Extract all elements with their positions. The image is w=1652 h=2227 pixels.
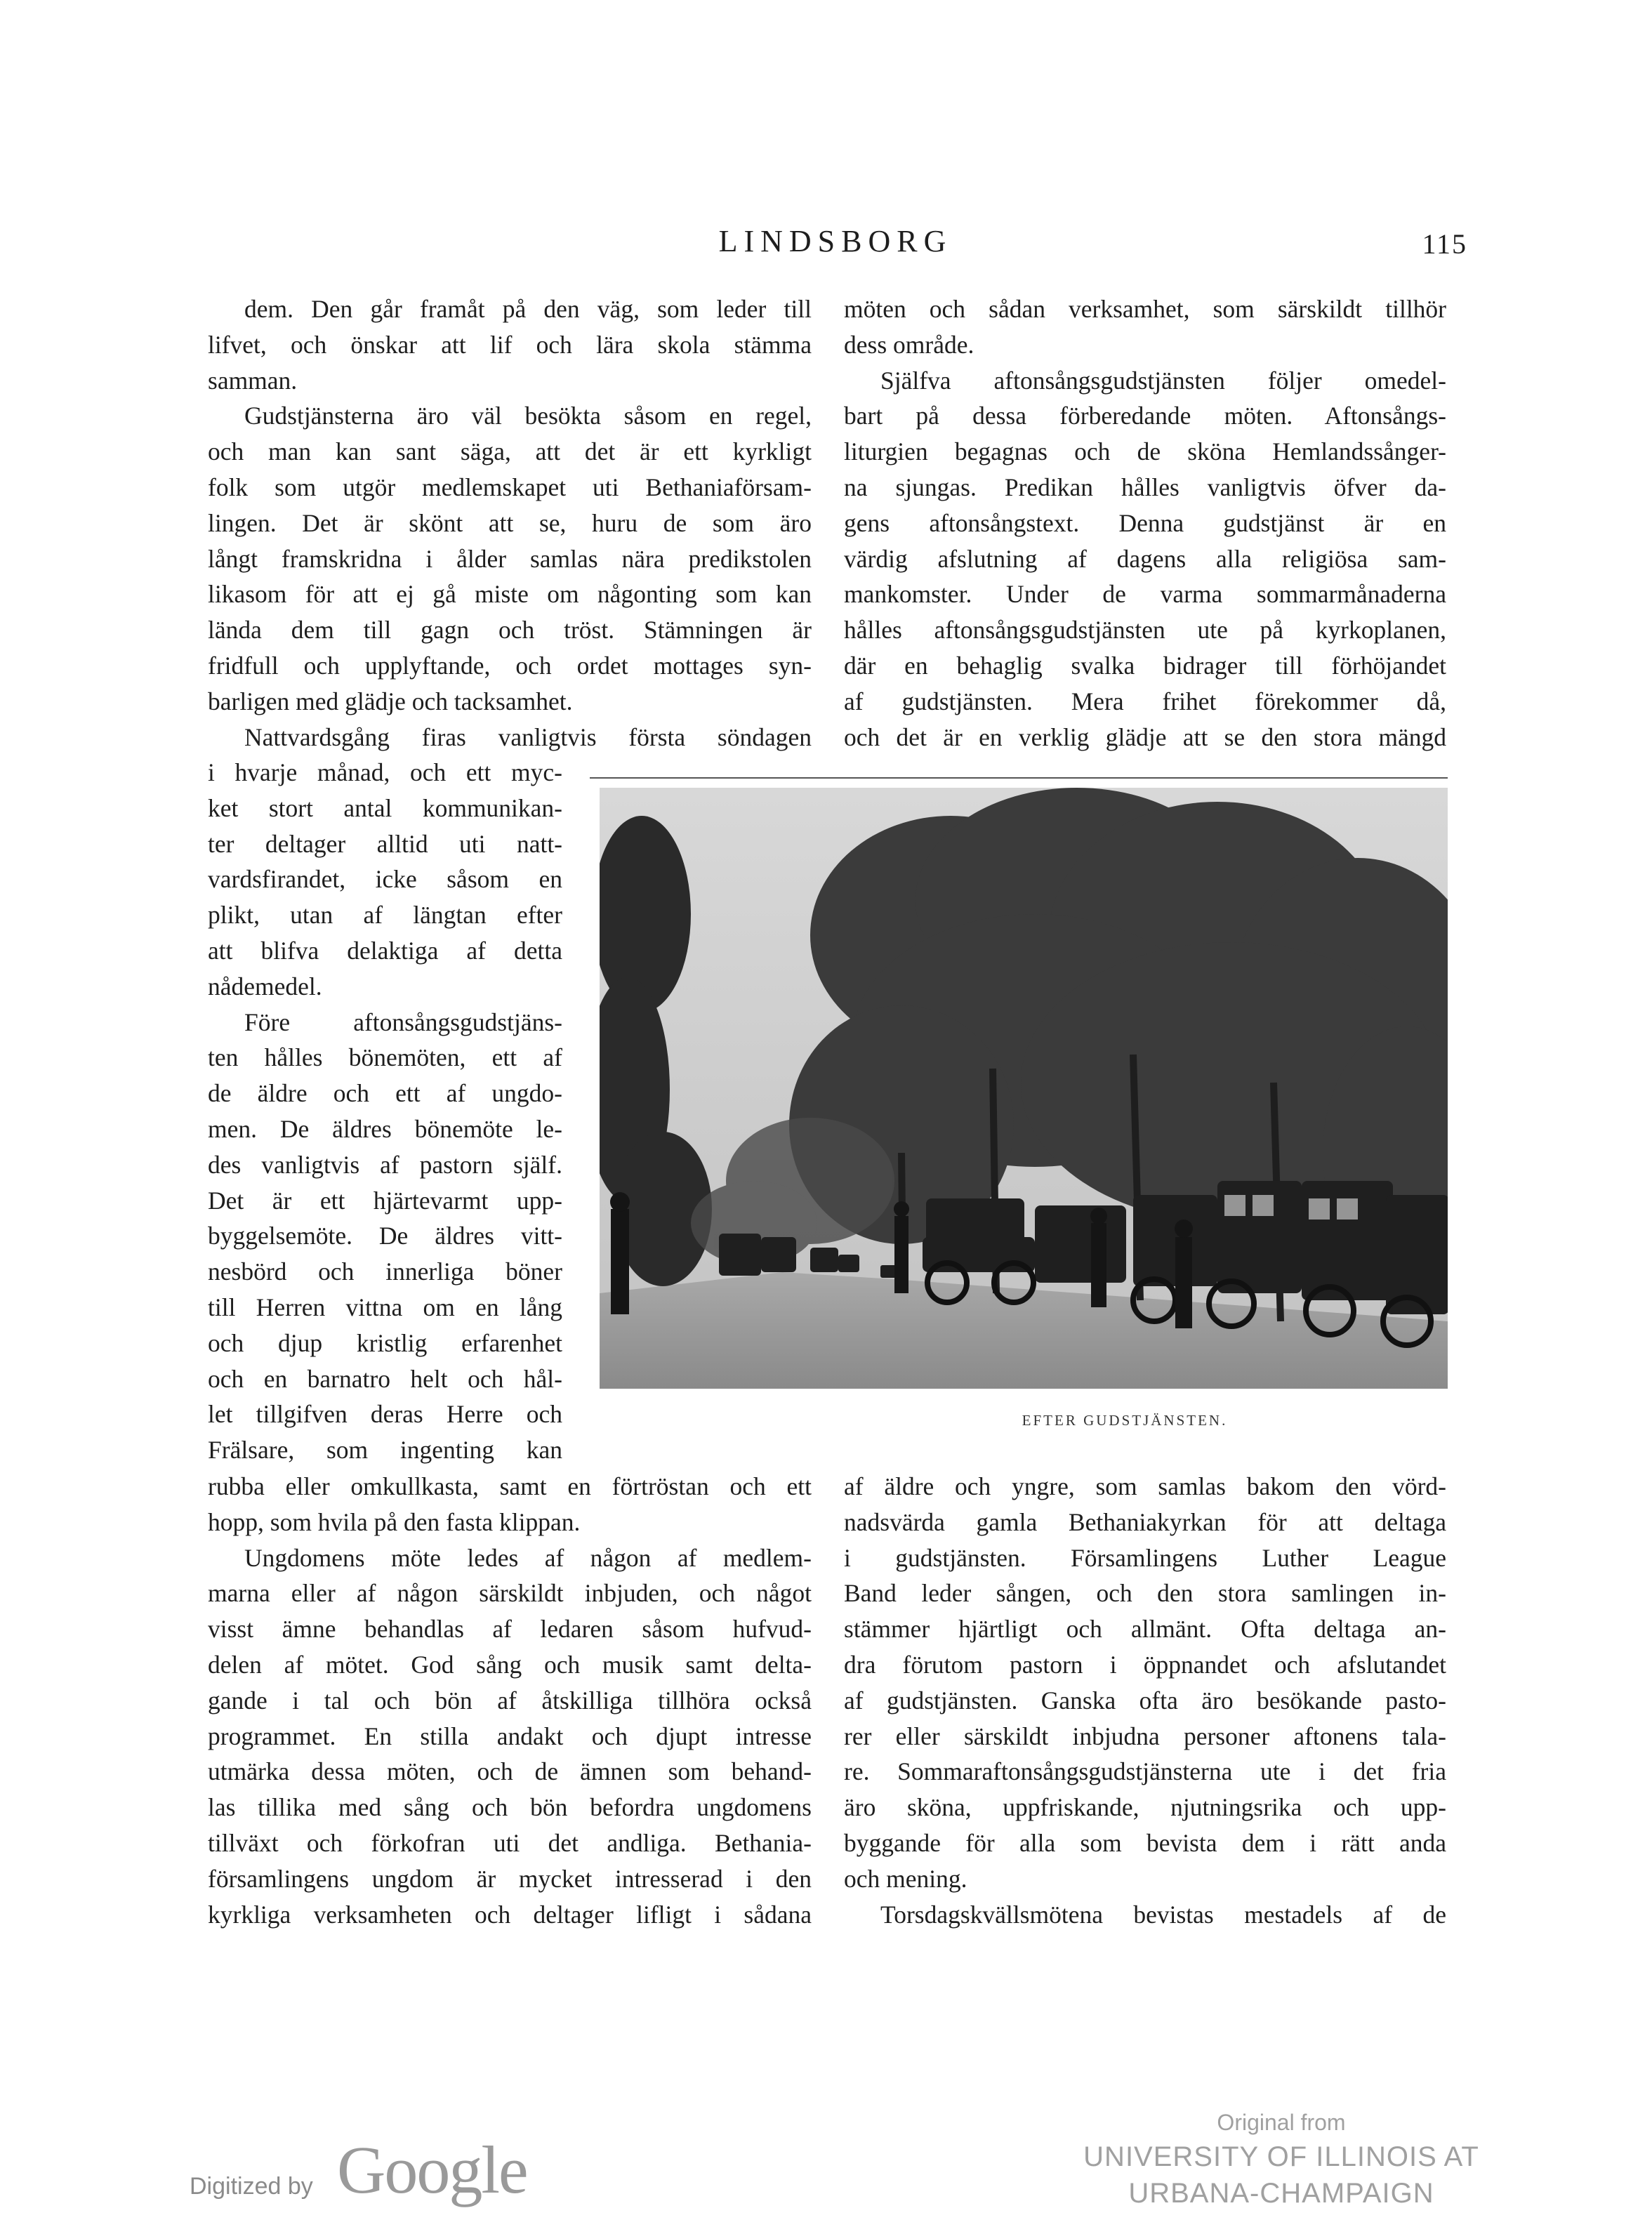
photo-figure: [590, 778, 1448, 1389]
text-line: let tillgifven deras Herre och: [208, 1400, 562, 1429]
text-line: las tillika med sång och bön befordra ungdomens: [208, 1793, 812, 1822]
running-header: [204, 223, 1467, 265]
text-line: barligen med glädje och tacksamhet.: [208, 687, 573, 715]
text-line: rer eller särskildt inbjudna personer aftonens tala-: [844, 1722, 1446, 1750]
text-line: visst ämne behandlas af ledaren såsom hufvud-: [208, 1615, 812, 1644]
text-line: af äldre och yngre, som samlas bakom den vörd-: [844, 1472, 1446, 1500]
left-column-narrow: [208, 755, 562, 1468]
digitized-by-label: Digitized by: [190, 2173, 313, 2200]
original-source: [1053, 2106, 1509, 2212]
text-line: programmet. En stilla andakt och djupt intresse: [208, 1722, 812, 1750]
text-line: af gudstjänsten. Ganska ofta äro besökande pasto-: [844, 1686, 1446, 1714]
text-line: att blifva delaktiga af detta: [208, 936, 562, 965]
text-line: hopp, som hvila på den fasta klippan.: [208, 1507, 581, 1536]
text-line: i hvarje månad, och ett myc-: [208, 758, 562, 786]
original-from-label: Original from: [1217, 2110, 1346, 2135]
text-line: plikt, utan af längtan efter: [208, 901, 562, 930]
text-line: ket stort antal kommunikan-: [208, 793, 562, 822]
text-line: Nattvardsgång firas vanligtvis första söndagen: [244, 722, 812, 751]
text-line: dra förutom pastorn i öppnandet och afslutandet: [844, 1650, 1446, 1679]
text-line: tillväxt och förkofran uti det andliga. Bethania-: [208, 1828, 812, 1857]
street-photo-illustration: [600, 788, 1448, 1389]
text-line: stämmer hjärtligt och allmänt. Ofta deltaga an-: [844, 1615, 1446, 1644]
text-line: nesbörd och innerliga böner: [208, 1257, 562, 1286]
right-column-bottom: [844, 1469, 1446, 1932]
text-line: re. Sommaraftonsångsgudstjänsterna ute i det fria: [844, 1757, 1446, 1786]
text-line: ten hålles bönemöten, ett af: [208, 1043, 562, 1072]
google-logo: Google: [337, 2132, 527, 2207]
text-line: gande i tal och bön af åtskilliga tillhöra också: [208, 1686, 812, 1714]
text-line: byggelsemöte. De äldres vitt-: [208, 1222, 562, 1250]
text-line: Själfva aftonsångsgudstjänsten följer omedel-: [880, 366, 1446, 395]
text-line: Frälsare, som ingenting kan: [208, 1436, 562, 1465]
text-line: Gudstjänsterna äro väl besökta såsom en regel,: [244, 402, 812, 430]
text-line: Ungdomens möte ledes af någon af medlem-: [244, 1543, 812, 1572]
text-line: bart på dessa förberedande möten. Aftonsångs-: [844, 402, 1446, 430]
text-line: nådemedel.: [208, 972, 322, 1000]
institution-line-2: URBANA-CHAMPAIGN: [1128, 2178, 1434, 2209]
text-line: nadsvärda gamla Bethaniakyrkan för att deltaga: [844, 1507, 1446, 1536]
text-line: men. De äldres bönemöte le-: [208, 1114, 562, 1143]
text-line: vardsfirandet, icke såsom en: [208, 865, 562, 894]
text-line: och djup kristlig erfarenhet: [208, 1328, 562, 1357]
text-line: samman.: [208, 366, 298, 395]
text-line: utmärka dessa möten, och de ämnen som behand-: [208, 1757, 812, 1786]
text-line: Det är ett hjärtevarmt upp-: [208, 1186, 562, 1215]
text-line: de äldre och ett af ungdo-: [208, 1079, 562, 1108]
text-line: liturgien begagnas och de sköna Hemlandssånger-: [844, 437, 1446, 466]
text-line: i gudstjänsten. Församlingens Luther League: [844, 1543, 1446, 1572]
institution-line-1: UNIVERSITY OF ILLINOIS AT: [1083, 2141, 1479, 2172]
text-line: där en behaglig svalka bidrager till förhöjandet: [844, 651, 1446, 680]
right-column-top: [844, 291, 1446, 755]
text-line: byggande för alla som bevista dem i rätt anda: [844, 1828, 1446, 1857]
text-line: ter deltager alltid uti natt-: [208, 829, 562, 858]
text-line: till Herren vittna om en lång: [208, 1293, 562, 1321]
text-line: äro sköna, uppfriskande, njutningsrika och upp-: [844, 1793, 1446, 1822]
text-line: gens aftonsångstext. Denna gudstjänst är en: [844, 508, 1446, 537]
text-line: Torsdagskvällsmötena bevistas mestadels af de: [880, 1900, 1446, 1929]
text-line: marna eller af någon särskildt inbjuden, och något: [208, 1579, 812, 1608]
text-line: möten och sådan verksamhet, som särskildt tillhör: [844, 295, 1446, 323]
text-line: af gudstjänsten. Mera frihet förekommer då,: [844, 687, 1446, 715]
left-column-top: [208, 291, 812, 755]
text-line: kyrkliga verksamheten och deltager lifligt i sådana: [208, 1900, 812, 1929]
photo-caption: EFTER GUDSTJÄNSTEN.: [1022, 1412, 1228, 1429]
text-line: rubba eller omkullkasta, samt en förtröstan och ett: [208, 1472, 812, 1500]
text-line: des vanligtvis af pastorn själf.: [208, 1150, 562, 1179]
text-line: Före aftonsångsgudstjäns-: [244, 1007, 562, 1036]
text-line: och det är en verklig glädje att se den stora mängd: [844, 722, 1446, 751]
text-line: församlingens ungdom är mycket intresserad i den: [208, 1864, 812, 1893]
text-line: och en barnatro helt och hål-: [208, 1364, 562, 1393]
text-line: långt framskridna i ålder samlas nära predikstolen: [208, 544, 812, 573]
text-line: hålles aftonsångsgudstjänsten ute på kyrkoplanen,: [844, 616, 1446, 645]
text-line: na sjungas. Predikan hålles vanligtvis öfver da-: [844, 473, 1446, 501]
text-line: dem. Den går framåt på den väg, som leder till: [244, 295, 812, 323]
text-line: mankomster. Under de varma sommarmånaderna: [844, 580, 1446, 609]
text-line: fridfull och upplyftande, och ordet mottages syn-: [208, 651, 812, 680]
text-line: och mening.: [844, 1864, 967, 1893]
text-line: lända dem till gagn och tröst. Stämningen är: [208, 616, 812, 645]
text-line: värdig afslutning af dagens alla religiösa sam-: [844, 544, 1446, 573]
left-column-bottom: [208, 1469, 812, 1932]
street-photo: [600, 788, 1448, 1389]
text-line: lifvet, och önskar att lif och lära skola stämma: [208, 330, 812, 359]
running-title: LINDSBORG: [718, 224, 953, 258]
text-line: och man kan sant säga, att det är ett kyrkligt: [208, 437, 812, 466]
text-line: dess område.: [844, 330, 974, 359]
text-line: delen af mötet. God sång och musik samt delta-: [208, 1650, 812, 1679]
text-line: folk som utgör medlemskapet uti Bethaniaförsam-: [208, 473, 812, 501]
page-number: 115: [1422, 228, 1467, 260]
text-line: lingen. Det är skönt att se, huru de som äro: [208, 508, 812, 537]
text-line: likasom för att ej gå miste om någonting som kan: [208, 580, 812, 609]
text-line: Band leder sången, och den stora samlingen in-: [844, 1579, 1446, 1608]
